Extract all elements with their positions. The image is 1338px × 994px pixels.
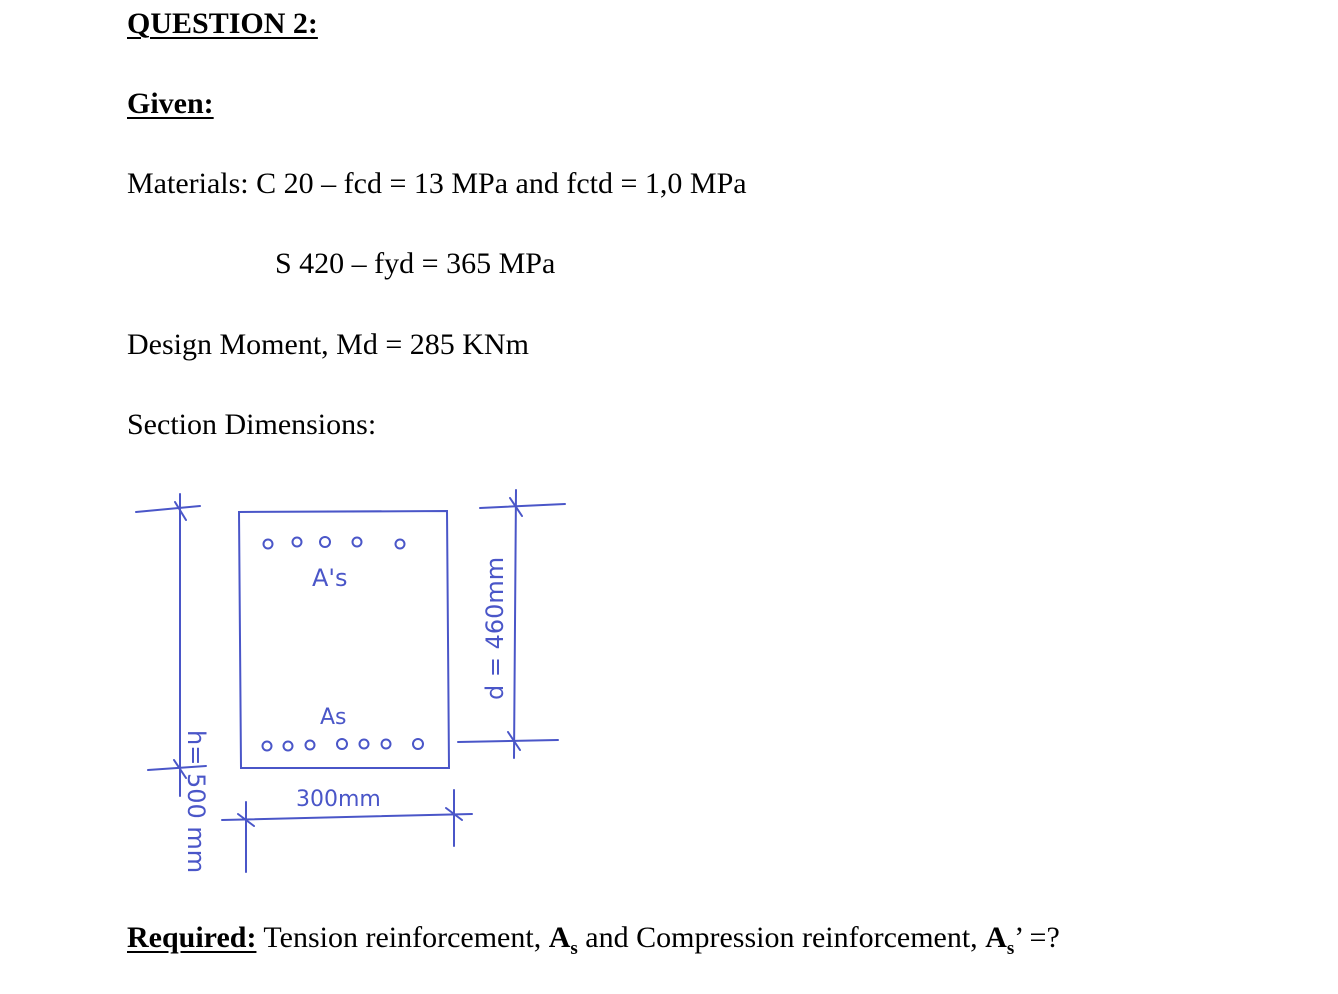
required-statement <box>127 920 1060 967</box>
compression-bar <box>293 538 302 547</box>
tension-bar <box>306 741 315 750</box>
depth-dimension-line <box>514 490 516 758</box>
tension-symbol-subscript: s <box>570 938 578 959</box>
tension-bar <box>284 742 293 751</box>
required-text-2: and Compression reinforcement, <box>577 921 986 954</box>
tension-symbol-letter: A <box>548 921 571 954</box>
given-heading <box>127 86 214 122</box>
compression-symbol-subscript: s <box>1006 938 1015 959</box>
materials-concrete: Materials: C 20 – fcd = 13 MPa and fctd = 1,0 MPa <box>127 167 747 200</box>
question-title <box>127 6 318 42</box>
design-moment: Design Moment, Md = 285 KNm <box>127 328 529 361</box>
width-label: 300mm <box>296 787 381 812</box>
tension-bar <box>263 742 272 751</box>
tension-bar <box>360 740 369 749</box>
materials-steel: S 420 – fyd = 365 MPa <box>275 247 556 280</box>
depth-label: d = 460mm <box>481 556 509 700</box>
tension-bar <box>382 740 391 749</box>
compression-bar <box>320 537 330 547</box>
tension-reinforcement-label: As <box>320 705 347 730</box>
compression-bar <box>353 538 362 547</box>
width-dimension-line <box>222 814 472 820</box>
compression-symbol <box>985 921 1015 959</box>
compression-bar <box>264 540 273 549</box>
beam-section-sketch <box>120 480 580 880</box>
tension-bar <box>337 739 347 749</box>
height-label: h= 500 mm <box>182 730 210 874</box>
compression-reinforcement-label: A's <box>312 564 348 592</box>
compression-bar <box>396 540 405 549</box>
tension-bar <box>413 739 423 749</box>
required-label: Required: <box>127 921 257 954</box>
compression-symbol-letter: A <box>985 921 1007 954</box>
question-title-text: QUESTION 2: <box>127 7 318 40</box>
section-dimensions-label: Section Dimensions: <box>127 408 377 441</box>
given-heading-text: Given: <box>127 87 214 120</box>
required-text-1: Tension reinforcement, <box>256 921 549 954</box>
required-text-3: ’ =? <box>1014 921 1060 954</box>
tension-symbol <box>548 921 578 959</box>
